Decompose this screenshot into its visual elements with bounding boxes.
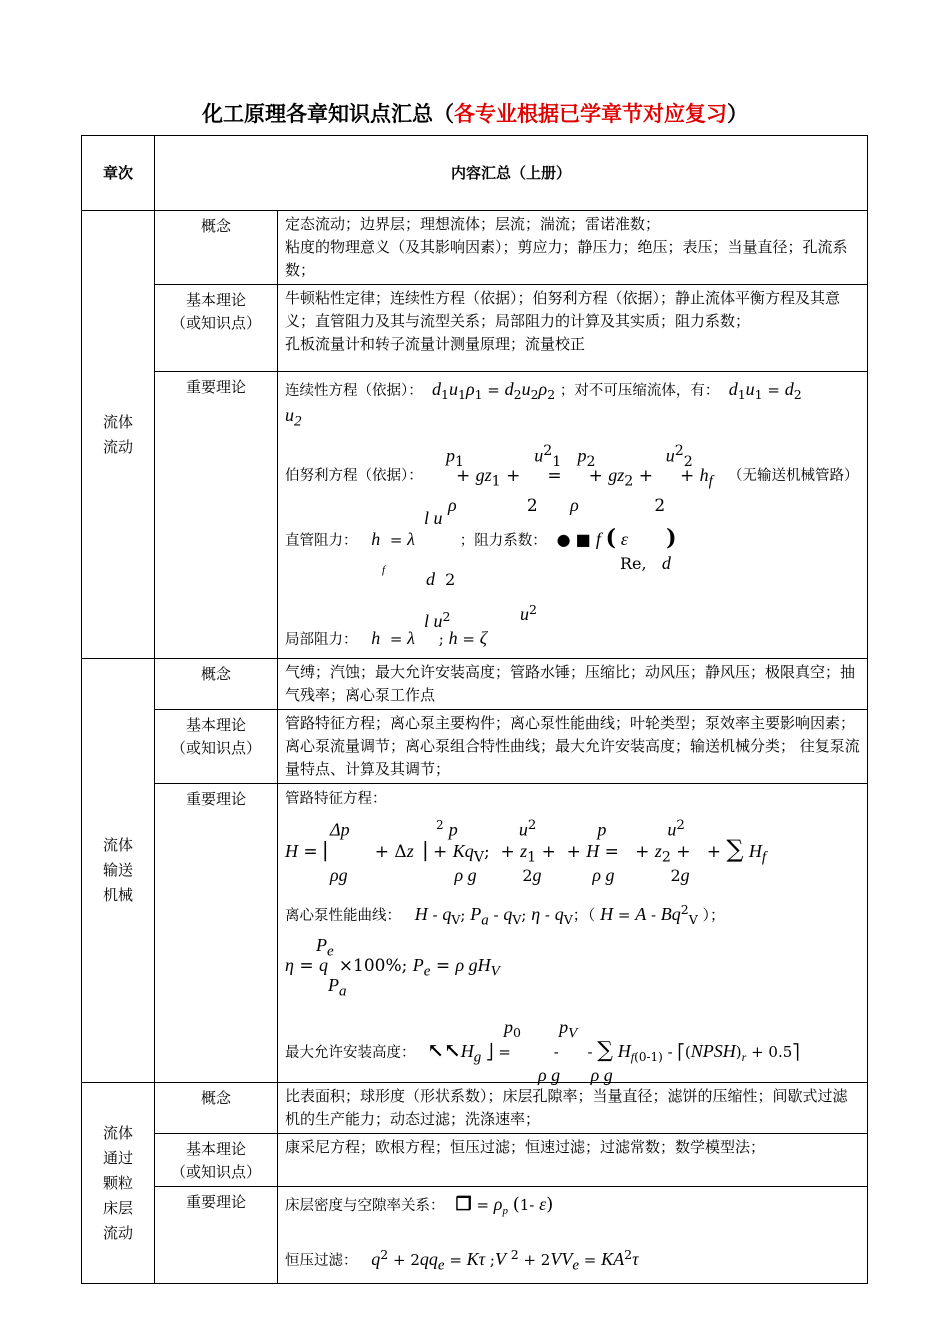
header-chapter: 章次 [82,136,155,211]
formula-cell: 管路特征方程： H = ⎜ + Δz ⎟ + $Kq_V$; + $z_1$ + + H = + $z_2$ + + ∑ $H_f$ Δp $^2$ p $u^2$ p $u^2$ ρg ρ g 2g ρ g 2g 离心泵性能曲线： H - $q_V$; $P_a - q_V$; η - $q_V$；（ $H = A - Bq^2_V$ ）； η = q ×100%; $P_e = \rho$ $gH_V$ $P_e$ $P_a$ 最大允许安装高度： $↖↖H_g$ ⎦ = - - ∑ $H_{f(0-1)}$ - $⎡(NPSH)_r$ + 0.5⎤ $p_0$ $p_V$ ρ g ρ g [278,784,868,1083]
efficiency-formula: η = q ×100%; $P_e = \rho$ $gH_V$ [285,955,500,980]
title-end: ） [727,102,748,126]
table-row [82,784,868,1083]
row-label: 概念 [155,659,278,710]
local-resistance-formula: 局部阻力： h = λ ; h = ζ [285,628,488,648]
row-text: 牛顿粘性定律；连续性方程（依据）；伯努利方程（依据）；静止流体平衡方程及其意义；直管阻力及其与流型关系；局部阻力的计算及其实质；阻力系数； 孔板流量计和转子流量计测量原理；流量校正 [278,285,868,372]
row-label: 概念 [155,1083,278,1134]
row-label: 概念 [155,211,278,285]
row-text: 比表面积；球形度（形状系数）；床层孔隙率；当量直径；滤饼的压缩性；间歇式过滤机的生产能力；动态过滤；洗涤速率； [278,1083,868,1134]
row-label: 重要理论 [155,784,278,1083]
table-row [82,285,868,372]
row-text: 管路特征方程；离心泵主要构件；离心泵性能曲线；叶轮类型；泵效率主要影响因素；离心泵流量调节；离心泵组合特性曲线；最大允许安装高度；输送机械分类； 往复泵流量特点、计算及其调节； [278,710,868,784]
table-row [82,211,868,285]
chapter-name: 流体 流动 [82,211,155,659]
bernoulli-formula: 伯努利方程（依据）： [285,468,423,484]
row-label: 重要理论 [155,372,278,659]
knowledge-table [81,135,868,1284]
row-label: 基本理论 （或知识点） [155,710,278,784]
header-content: 内容汇总（上册） [155,136,868,211]
row-label: 基本理论 （或知识点） [155,1134,278,1187]
table-row [82,1083,868,1134]
table-header-row [82,136,868,211]
formula-cell: 连续性方程（依据）： $d_1u_1\rho_1 = d_2u_2\rho_2$ ；对不可压缩流体，有： $d_1u_1 = d_2$ $u_2$ 伯努利方程（依据）： $p_1$ $u^2_1$ $p_2$ $u^2_2$ + $gz_1$ + = + $gz_2$ + + $h_f$ （无输送机械管路） ρ 2 ρ 2 直管阻力： h = λ ；阻力系数： ● ■ f ( ε ) l u Re, d f d 2 局部阻力： h = λ ; h = ζ l $u^2$ $u^2$ [278,372,868,659]
pipeline-equation: H = ⎜ + Δz ⎟ + $Kq_V$; + $z_1$ + + H = + $z_2$ + + ∑ $H_f$ [285,835,767,866]
max-install-height-formula: 最大允许安装高度： $↖↖H_g$ ⎦ = - - ∑ $H_{f(0-1)}$ - $⎡(NPSH)_r$ + 0.5⎤ [285,1038,800,1066]
table-row [82,1187,868,1284]
chapter-name: 流体 通过 颗粒 床层 流动 [82,1083,155,1284]
page-title [0,98,950,128]
title-red-note: 各专业根据已学章节对应复习 [454,102,727,126]
row-text: 气缚；汽蚀；最大允许安装高度；管路水锤；压缩比；动风压；静风压；极限真空；抽气残率；离心泵工作点 [278,659,868,710]
row-label: 重要理论 [155,1187,278,1284]
pump-curve-formula: 离心泵性能曲线： H - $q_V$; $P_a - q_V$; η - $q_V$；（ $H = A - Bq^2_V$ ）； [285,902,726,929]
straight-pipe-formula: 直管阻力： h = λ ；阻力系数： ● ■ f ( ε ) [285,525,677,551]
table-row [82,372,868,659]
formula-cell [278,1187,868,1284]
chapter-name: 流体 输送 机械 [82,659,155,1083]
title-main: 化工原理各章知识点汇总（ [202,102,454,126]
row-text: 康采尼方程；欧根方程；恒压过滤；恒速过滤；过滤常数；数学模型法； [278,1134,868,1187]
bed-density-formula: 床层密度与空隙率关系： ❒ = $\rho_p$ (1- ε) [285,1194,554,1217]
table-row [82,659,868,710]
pipeline-equation-label: 管路特征方程： [285,791,387,807]
row-label: 基本理论 （或知识点） [155,285,278,372]
row-text: 定态流动；边界层；理想流体；层流；湍流；雷诺准数； 粘度的物理意义（及其影响因素）；剪应力；静压力；绝压；表压；当量直径；孔流系数； [278,211,868,285]
constant-pressure-filtration-formula: 恒压过滤： $q^2 + 2qq_e = K\tau$ ;V $^2 + 2VV_e = KA^2\tau$ [285,1247,639,1274]
continuity-formula: 连续性方程（依据）： $d_1u_1\rho_1 = d_2u_2\rho_2$ ；对不可压缩流体，有： $d_1u_1 = d_2$ [285,379,802,402]
table-row [82,710,868,784]
table-row [82,1134,868,1187]
